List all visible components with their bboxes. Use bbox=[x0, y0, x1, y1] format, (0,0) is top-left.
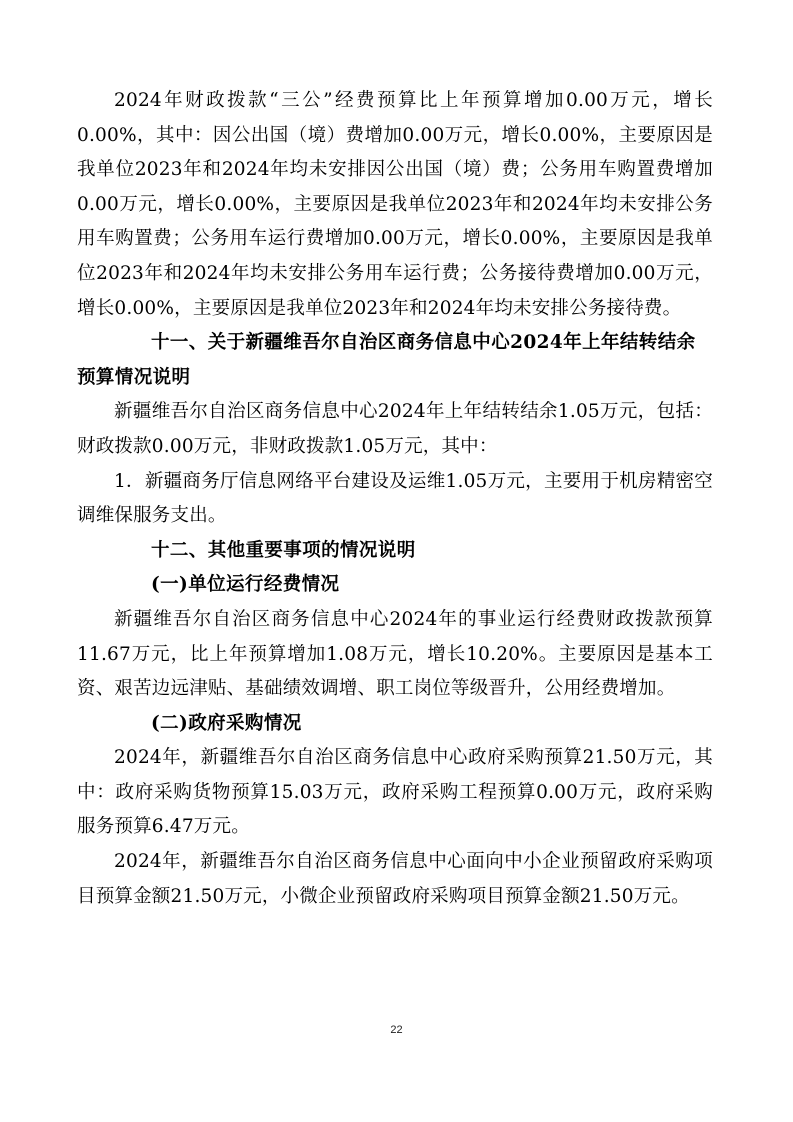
subsection-heading-2 bbox=[77, 707, 713, 742]
subsection-number: (一) bbox=[151, 574, 189, 596]
paragraph-carryover-balance: 新疆维吾尔自治区商务信息中心2024年上年结转结余1.05万元，包括：财政拨款0.00万元，非财政拨款1.05万元，其中： bbox=[77, 401, 713, 457]
subsection-title: 单位运行经费情况 bbox=[188, 574, 340, 596]
section-number: 十二、 bbox=[151, 539, 208, 561]
section-number: 十一、 bbox=[151, 332, 208, 354]
subsection-heading-1 bbox=[77, 568, 713, 603]
section-title: 其他重要事项的情况说明 bbox=[207, 539, 416, 561]
paragraph-sme-procurement: 2024年，新疆维吾尔自治区商务信息中心面向中小企业预留政府采购项目预算金额21.50万元，小微企业预留政府采购项目预算金额21.50万元。 bbox=[77, 851, 713, 907]
paragraph-operating-expenses: 新疆维吾尔自治区商务信息中心2024年的事业运行经费财政拨款预算11.67万元，比上年预算增加1.08万元，增长10.20%。主要原因是基本工资、艰苦边远津贴、基础绩效调增、职工岗位等级晋升，公用经费增加。 bbox=[77, 608, 713, 700]
section-title: 关于新疆维吾尔自治区商务信息中心2024年上年结转结余预算情况说明 bbox=[77, 332, 696, 388]
section-heading-11 bbox=[77, 326, 713, 395]
page-number: 22 bbox=[390, 1024, 403, 1036]
paragraph-three-public-expenses: 2024年财政拨款“三公”经费预算比上年预算增加0.00万元，增长0.00%，其中：因公出国（境）费增加0.00万元，增长0.00%，主要原因是我单位2023年和2024年均未安排因公出国（境）费；公务用车购置费增加0.00万元，增长0.00%，主要原因是我单位2023年和2024年均未安排公务用车购置费；公务用车运行费增加0.00万元，增长0.00%，主要原因是我单位2023年和2024年均未安排公务用车运行费；公务接待费增加0.00万元，增长0.00%，主要原因是我单位2023年和2024年均未安排公务接待费。 bbox=[77, 90, 713, 319]
paragraph-procurement-budget: 2024年，新疆维吾尔自治区商务信息中心政府采购预算21.50万元，其中：政府采购货物预算15.03万元，政府采购工程预算0.00万元，政府采购服务预算6.47万元。 bbox=[77, 747, 713, 838]
subsection-title: 政府采购情况 bbox=[188, 712, 302, 734]
subsection-number: (二) bbox=[151, 712, 189, 734]
page-content bbox=[77, 84, 713, 914]
paragraph-carryover-item-1: 1．新疆商务厅信息网络平台建设及运维1.05万元，主要用于机房精密空调维保服务支出。 bbox=[77, 470, 713, 527]
section-heading-12 bbox=[77, 534, 713, 569]
